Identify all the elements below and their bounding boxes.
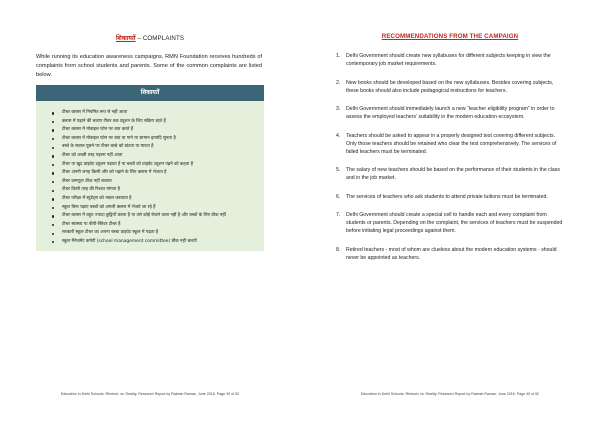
item-text: Delhi Government should create new syllabuses for different subjects keeping in view the contemporary job market requirements. (346, 53, 551, 67)
recommendation-item (336, 52, 564, 68)
item-number: 7. (336, 212, 341, 218)
recommendation-item (336, 79, 564, 95)
page-footer: Education in Delhi Schools: Rhetoric vs. Reality. Research Report by Rakesh Raman. June 2016. Page 40 of 52 (360, 392, 540, 396)
item-number: 4. (336, 132, 341, 139)
item-number: 2. (336, 79, 341, 86)
item-text: The services of teachers who ask students to attend private tuitions must be terminated. (346, 193, 548, 200)
list-item: बच्चे के सवाल पूछने पर टीचर बच्चे को डांटता या मारता है (52, 143, 256, 152)
recommendation-item (336, 246, 564, 262)
item-number: 5. (336, 167, 341, 173)
complaints-box-title: शिकायतें (36, 85, 264, 101)
item-number: 1. (336, 53, 341, 59)
list-item: टीचर को अच्छी तरह पढ़ाना नहीं आता (52, 152, 256, 161)
list-item: सरकारी स्कूल टीचर का अपना बच्चा प्राइवेट स्कूल में पढ़ता है (52, 229, 256, 238)
item-number: 3. (336, 106, 341, 112)
page-footer: Education in Delhi Schools: Rhetoric vs. Reality. Research Report by Rakesh Raman. June 2016. Page 39 of 52 (60, 392, 240, 396)
recommendations-heading: RECOMMENDATIONS FROM THE CAMPAIGN (381, 33, 519, 40)
list-item: स्कूल मैनेजमेंट कमेटी (school management committee) ठीक नहीं चलती (52, 238, 256, 247)
complaints-heading-hindi: शिकायतें (115, 35, 136, 42)
list-item: टीचर या खुद प्राइवेट ट्यूशन पढ़ाता है या बच्चों को प्राइवेट ट्यूशन पढ़ने को कहता है (52, 161, 256, 170)
recommendation-item (336, 166, 564, 182)
list-item: टीचर क्लास में मोबाइल फोन पर बात या गाने या सामान इत्यादि सुनता है (52, 135, 256, 144)
list-item: टीचर क्लास में मोबाइल फोन पर बात करते हैं (52, 126, 256, 135)
list-item: टीचर किसी तरह की रिश्वत मांगता है (52, 186, 256, 195)
item-text: Retired teachers - most of whom are clueless about the modern education systems - should never be appointed as teachers. (346, 246, 557, 261)
item-text: Delhi Government should immediately launch a new “teacher eligibility program” in order to assess the employed teachers’ suitability in the modern education ecosystem. (346, 106, 555, 120)
item-text: The salary of new teachers should be based on the performance of their students in the class and in the job market. (346, 167, 560, 181)
complaints-box (36, 85, 264, 251)
item-number: 6. (336, 193, 341, 200)
recommendations-list (336, 52, 564, 272)
complaints-heading-english: – COMPLAINTS (135, 35, 185, 42)
recommendation-item (336, 193, 564, 201)
right-page (300, 0, 600, 424)
recommendation-item (336, 211, 564, 235)
complaints-heading (0, 33, 300, 42)
recommendation-item (336, 132, 564, 156)
list-item: टीचर परीक्षा में स्टूडेंट्स को नकल करवाता है (52, 195, 256, 204)
list-item: टीचर क्लास में बहुत ज्यादा छुट्टियाँ करता है या उसे कोई रोकने वाला नहीं है और बच्चों के लिए ठीक नहीं (52, 212, 256, 221)
list-item: स्कूल बिना पढ़ाए बच्चों को अगली क्लास में भेजते जा रहे हैं (52, 204, 256, 213)
list-item: क्लास में पढ़ाने की बजाए टीचर तक ट्यूशन के लिए सक्रिय रहते हैं (52, 118, 256, 127)
complaints-list (36, 101, 264, 247)
list-item: टीचर कम्प्यूटर ठीक नहीं चलाता (52, 178, 256, 187)
item-text: New books should be developed based on the new syllabuses. Besides covering subjects, these books should also include pedagogical instructions for teachers. (346, 79, 554, 94)
list-item: टीचर अपनी जगह किसी और को पढ़ाने के लिए क्लास में भेजता है (52, 169, 256, 178)
list-item: टीचर स्वास्थ्य या बीपी-ब्लिटर टीचर है (52, 221, 256, 230)
intro-paragraph: While running its education awareness campaigns, RMN Foundation receives hundreds of complaints from school students and parents. Some of the common complaints are listed below. (36, 54, 262, 79)
recommendation-item (336, 105, 564, 121)
item-text: Delhi Government should create a special cell to handle each and every complaint from students or parents. Depending on the complaint, the services of teachers must be suspended before initiating legal proceedings against them. (346, 212, 563, 234)
item-number: 8. (336, 246, 341, 253)
item-text: Teachers should be asked to appear in a properly designed test covering different subjects. Only those teachers should be retained who clear the test comprehensively. The services of failed teachers must be terminated. (346, 132, 557, 155)
list-item: टीचर क्लास में नियमित रूप से नहीं आता (52, 109, 256, 118)
